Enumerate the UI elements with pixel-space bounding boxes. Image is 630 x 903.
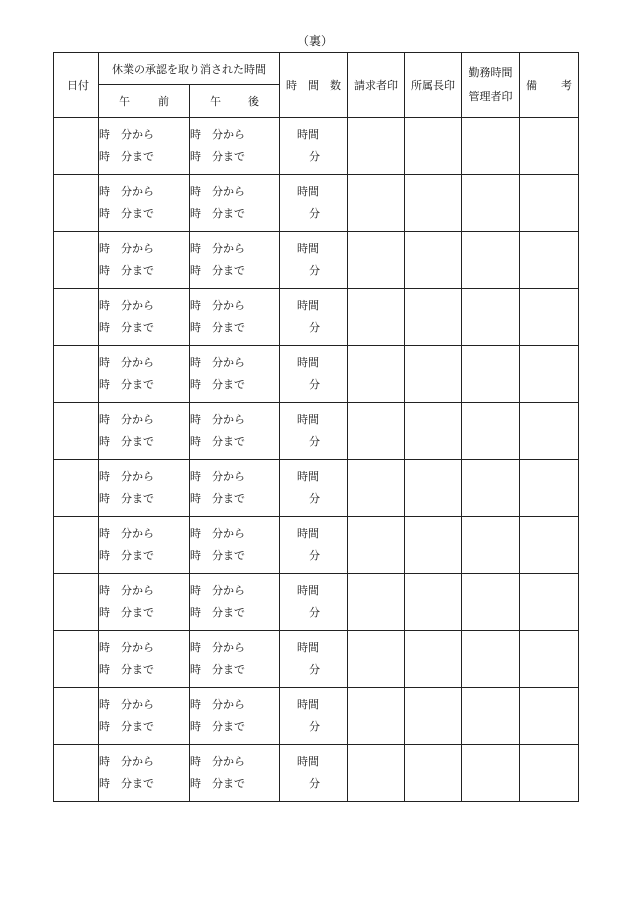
table-row bbox=[54, 631, 579, 688]
requester-seal-cell[interactable] bbox=[348, 688, 405, 745]
table-body bbox=[54, 118, 579, 802]
date-cell[interactable] bbox=[54, 517, 99, 574]
note-cell[interactable] bbox=[520, 517, 579, 574]
requester-seal-cell[interactable] bbox=[348, 289, 405, 346]
hours-cell[interactable]: 時間 分 bbox=[280, 232, 348, 289]
requester-seal-cell[interactable] bbox=[348, 346, 405, 403]
pm-time-cell[interactable]: 時 分から 時 分まで bbox=[190, 460, 280, 517]
header-requester-seal: 請求者印 bbox=[348, 53, 405, 118]
am-time-cell[interactable]: 時 分から 時 分まで bbox=[99, 403, 190, 460]
requester-seal-cell[interactable] bbox=[348, 403, 405, 460]
chief-seal-cell[interactable] bbox=[405, 517, 462, 574]
hours-cell[interactable]: 時間 分 bbox=[280, 517, 348, 574]
pm-time-cell[interactable]: 時 分から 時 分まで bbox=[190, 688, 280, 745]
header-cancelled-time: 休業の承認を取り消された時間 bbox=[99, 53, 280, 85]
pm-time-cell[interactable]: 時 分から 時 分まで bbox=[190, 175, 280, 232]
table-row bbox=[54, 346, 579, 403]
hours-cell[interactable]: 時間 分 bbox=[280, 631, 348, 688]
table-row bbox=[54, 232, 579, 289]
manager-seal-cell[interactable] bbox=[462, 631, 520, 688]
am-time-cell[interactable]: 時 分から 時 分まで bbox=[99, 232, 190, 289]
manager-seal-cell[interactable] bbox=[462, 346, 520, 403]
pm-time-cell[interactable]: 時 分から 時 分まで bbox=[190, 517, 280, 574]
am-time-cell[interactable]: 時 分から 時 分まで bbox=[99, 574, 190, 631]
am-time-cell[interactable]: 時 分から 時 分まで bbox=[99, 118, 190, 175]
table-row bbox=[54, 460, 579, 517]
am-time-cell[interactable]: 時 分から 時 分まで bbox=[99, 175, 190, 232]
header-note: 備 考 bbox=[520, 53, 579, 118]
date-cell[interactable] bbox=[54, 403, 99, 460]
manager-seal-cell[interactable] bbox=[462, 289, 520, 346]
header-manager-seal: 勤務時間 管理者印 bbox=[462, 53, 520, 118]
table-row bbox=[54, 118, 579, 175]
hours-cell[interactable]: 時間 分 bbox=[280, 346, 348, 403]
header-date: 日 付 bbox=[54, 53, 99, 118]
chief-seal-cell[interactable] bbox=[405, 745, 462, 802]
hours-cell[interactable]: 時間 分 bbox=[280, 175, 348, 232]
table-row bbox=[54, 289, 579, 346]
hours-cell[interactable]: 時間 分 bbox=[280, 460, 348, 517]
header-chief-seal: 所属長印 bbox=[405, 53, 462, 118]
note-cell[interactable] bbox=[520, 688, 579, 745]
manager-seal-cell[interactable] bbox=[462, 118, 520, 175]
pm-time-cell[interactable]: 時 分から 時 分まで bbox=[190, 745, 280, 802]
leave-cancellation-table bbox=[53, 52, 579, 802]
chief-seal-cell[interactable] bbox=[405, 403, 462, 460]
date-cell[interactable] bbox=[54, 232, 99, 289]
am-time-cell[interactable]: 時 分から 時 分まで bbox=[99, 289, 190, 346]
manager-seal-cell[interactable] bbox=[462, 460, 520, 517]
requester-seal-cell[interactable] bbox=[348, 232, 405, 289]
note-cell[interactable] bbox=[520, 745, 579, 802]
requester-seal-cell[interactable] bbox=[348, 175, 405, 232]
hours-cell[interactable]: 時間 分 bbox=[280, 118, 348, 175]
requester-seal-cell[interactable] bbox=[348, 460, 405, 517]
chief-seal-cell[interactable] bbox=[405, 346, 462, 403]
note-cell[interactable] bbox=[520, 118, 579, 175]
am-time-cell[interactable]: 時 分から 時 分まで bbox=[99, 517, 190, 574]
hours-cell[interactable]: 時間 分 bbox=[280, 688, 348, 745]
header-pm: 午 後 bbox=[190, 85, 280, 118]
note-cell[interactable] bbox=[520, 460, 579, 517]
chief-seal-cell[interactable] bbox=[405, 118, 462, 175]
pm-time-cell[interactable]: 時 分から 時 分まで bbox=[190, 232, 280, 289]
manager-seal-cell[interactable] bbox=[462, 232, 520, 289]
hours-cell[interactable]: 時間 分 bbox=[280, 289, 348, 346]
table-row bbox=[54, 688, 579, 745]
chief-seal-cell[interactable] bbox=[405, 688, 462, 745]
am-time-cell[interactable]: 時 分から 時 分まで bbox=[99, 745, 190, 802]
table-row bbox=[54, 745, 579, 802]
chief-seal-cell[interactable] bbox=[405, 574, 462, 631]
manager-seal-cell[interactable] bbox=[462, 745, 520, 802]
date-cell[interactable] bbox=[54, 289, 99, 346]
requester-seal-cell[interactable] bbox=[348, 745, 405, 802]
note-cell[interactable] bbox=[520, 175, 579, 232]
date-cell[interactable] bbox=[54, 346, 99, 403]
note-cell[interactable] bbox=[520, 631, 579, 688]
requester-seal-cell[interactable] bbox=[348, 118, 405, 175]
table-row bbox=[54, 517, 579, 574]
date-cell[interactable] bbox=[54, 745, 99, 802]
date-cell[interactable] bbox=[54, 631, 99, 688]
chief-seal-cell[interactable] bbox=[405, 631, 462, 688]
note-cell[interactable] bbox=[520, 232, 579, 289]
requester-seal-cell[interactable] bbox=[348, 574, 405, 631]
date-cell[interactable] bbox=[54, 460, 99, 517]
table-row bbox=[54, 574, 579, 631]
manager-seal-cell[interactable] bbox=[462, 175, 520, 232]
hours-cell[interactable]: 時間 分 bbox=[280, 403, 348, 460]
note-cell[interactable] bbox=[520, 346, 579, 403]
pm-time-cell[interactable]: 時 分から 時 分まで bbox=[190, 289, 280, 346]
page-title: （裏） bbox=[296, 34, 333, 48]
manager-seal-cell[interactable] bbox=[462, 574, 520, 631]
note-cell[interactable] bbox=[520, 403, 579, 460]
am-time-cell[interactable]: 時 分から 時 分まで bbox=[99, 631, 190, 688]
pm-time-cell[interactable]: 時 分から 時 分まで bbox=[190, 574, 280, 631]
hours-cell[interactable]: 時間 分 bbox=[280, 745, 348, 802]
pm-time-cell[interactable]: 時 分から 時 分まで bbox=[190, 346, 280, 403]
table-row bbox=[54, 403, 579, 460]
am-time-cell[interactable]: 時 分から 時 分まで bbox=[99, 460, 190, 517]
header-row-1 bbox=[54, 53, 579, 85]
table-row bbox=[54, 175, 579, 232]
chief-seal-cell[interactable] bbox=[405, 175, 462, 232]
manager-seal-cell[interactable] bbox=[462, 403, 520, 460]
am-time-cell[interactable]: 時 分から 時 分まで bbox=[99, 346, 190, 403]
chief-seal-cell[interactable] bbox=[405, 232, 462, 289]
chief-seal-cell[interactable] bbox=[405, 289, 462, 346]
header-hours: 時 間 数 bbox=[280, 53, 348, 118]
date-cell[interactable] bbox=[54, 688, 99, 745]
manager-seal-cell[interactable] bbox=[462, 517, 520, 574]
date-cell[interactable] bbox=[54, 175, 99, 232]
header-am: 午 前 bbox=[99, 85, 190, 118]
requester-seal-cell[interactable] bbox=[348, 631, 405, 688]
date-cell[interactable] bbox=[54, 574, 99, 631]
manager-seal-cell[interactable] bbox=[462, 688, 520, 745]
am-time-cell[interactable]: 時 分から 時 分まで bbox=[99, 688, 190, 745]
hours-cell[interactable]: 時間 分 bbox=[280, 574, 348, 631]
date-cell[interactable] bbox=[54, 118, 99, 175]
pm-time-cell[interactable]: 時 分から 時 分まで bbox=[190, 631, 280, 688]
note-cell[interactable] bbox=[520, 289, 579, 346]
note-cell[interactable] bbox=[520, 574, 579, 631]
pm-time-cell[interactable]: 時 分から 時 分まで bbox=[190, 118, 280, 175]
requester-seal-cell[interactable] bbox=[348, 517, 405, 574]
pm-time-cell[interactable]: 時 分から 時 分まで bbox=[190, 403, 280, 460]
chief-seal-cell[interactable] bbox=[405, 460, 462, 517]
